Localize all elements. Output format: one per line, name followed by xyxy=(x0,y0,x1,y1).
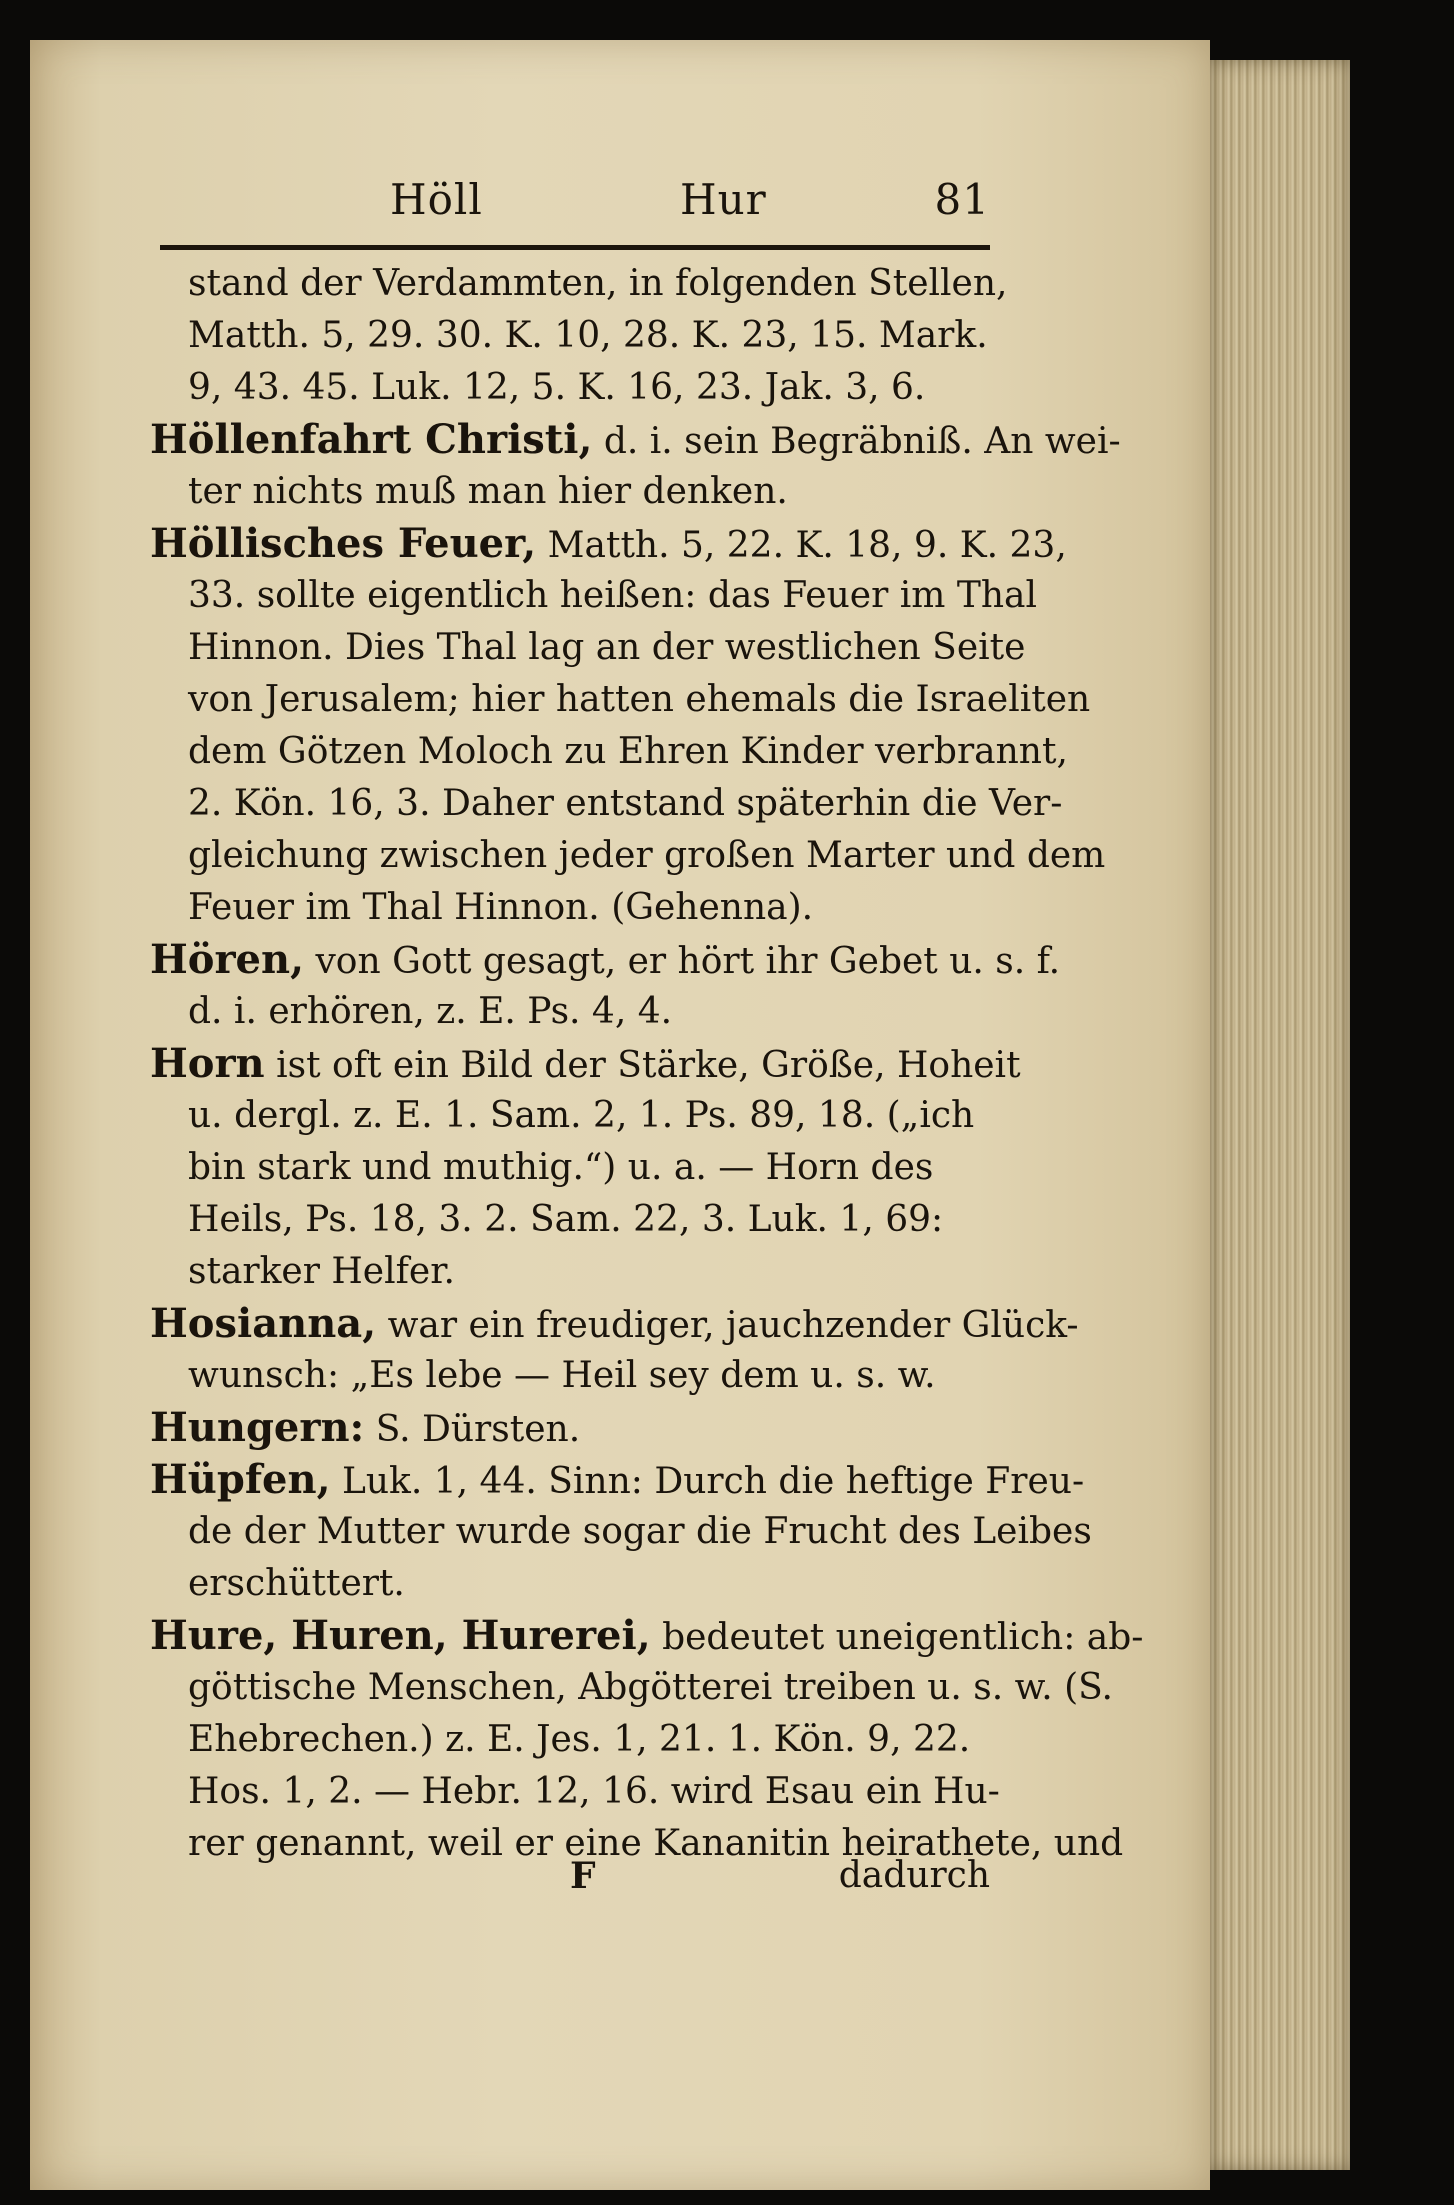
text-line xyxy=(150,310,1000,362)
text-line xyxy=(150,934,1061,986)
entry-text: 33. sollte eigentlich heißen: das Feuer im Thal xyxy=(188,575,1037,616)
entry-headword: Hungern: xyxy=(150,1404,365,1451)
catchword: dadurch xyxy=(838,1855,990,1896)
text-line xyxy=(150,1038,1021,1090)
text-line xyxy=(150,1558,1000,1610)
text-line xyxy=(150,1506,1092,1558)
text-line xyxy=(150,258,1008,310)
text-line xyxy=(150,622,1026,674)
signature-mark: F xyxy=(570,1855,596,1897)
entry-text: rer genannt, weil er eine Kananitin heirathete, und xyxy=(188,1823,1124,1864)
entry-headword: Höllenfahrt Christi, xyxy=(150,416,593,463)
entry-text: war ein freudiger, jauchzender Glück- xyxy=(376,1305,1079,1346)
entry-text: von Gott gesagt, er hört ihr Gebet u. s. f. xyxy=(304,941,1061,982)
text-line xyxy=(150,1142,1000,1194)
entry-text: Matth. 5, 29. 30. K. 10, 28. K. 23, 15. Mark. xyxy=(188,315,988,356)
entry-text: 2. Kön. 16, 3. Daher entstand späterhin die Ver- xyxy=(188,783,1063,824)
text-line xyxy=(150,1246,1000,1298)
text-line xyxy=(150,1454,1085,1506)
text-line xyxy=(150,674,1091,726)
entry-text: erschüttert. xyxy=(188,1563,405,1604)
text-line xyxy=(150,518,1067,570)
text-line xyxy=(150,986,1000,1038)
header-right-guideword: Hur xyxy=(680,175,767,224)
entry-text: 9, 43. 45. Luk. 12, 5. K. 16, 23. Jak. 3, 6. xyxy=(188,367,926,408)
entry-text: Hinnon. Dies Thal lag an der westlichen Seite xyxy=(188,627,1026,668)
entry-text: Hos. 1, 2. — Hebr. 12, 16. wird Esau ein Hu- xyxy=(188,1771,1000,1812)
entry-headword: Hören, xyxy=(150,936,305,983)
entry-text: bedeutet uneigentlich: ab- xyxy=(650,1617,1144,1658)
entry-headword: Hure, Huren, Hurerei, xyxy=(150,1612,651,1659)
entry-text: wunsch: „Es lebe — Heil sey dem u. s. w. xyxy=(188,1355,936,1396)
text-line xyxy=(150,1610,1144,1662)
text-line xyxy=(150,882,1000,934)
entry-text: göttische Menschen, Abgötterei treiben u. s. w. (S. xyxy=(188,1667,1113,1708)
entry-text: S. Dürsten. xyxy=(364,1409,581,1450)
header-rule xyxy=(160,245,990,250)
entry-headword: Hosianna, xyxy=(150,1300,377,1347)
entry-headword: Hüpfen, xyxy=(150,1456,331,1503)
text-line xyxy=(150,830,1106,882)
entry-text: dem Götzen Moloch zu Ehren Kinder verbrannt, xyxy=(188,731,1068,772)
page-footer xyxy=(150,1855,1000,1907)
entry-text: bin stark und muthig.“) u. a. — Horn des xyxy=(188,1147,934,1188)
text-line xyxy=(150,778,1063,830)
text-line xyxy=(150,1662,1113,1714)
entry-text: von Jerusalem; hier hatten ehemals die Israeliten xyxy=(188,679,1091,720)
entry-text: gleichung zwischen jeder großen Marter und dem xyxy=(188,835,1106,876)
entry-text: Matth. 5, 22. K. 18, 9. K. 23, xyxy=(536,525,1067,566)
entry-text: Feuer im Thal Hinnon. (Gehenna). xyxy=(188,887,814,928)
header-left-guideword: Höll xyxy=(390,175,483,224)
entry-headword: Horn xyxy=(150,1040,265,1087)
entry-text: d. i. sein Begräbniß. An wei- xyxy=(592,421,1121,462)
text-line xyxy=(150,1350,1000,1402)
text-line xyxy=(150,1766,1000,1818)
entry-text: ist oft ein Bild der Stärke, Größe, Hoheit xyxy=(264,1045,1021,1086)
entry-text: Ehebrechen.) z. E. Jes. 1, 21. 1. Kön. 9, 22. xyxy=(188,1719,971,1760)
text-line xyxy=(150,1298,1079,1350)
text-line xyxy=(150,1194,1000,1246)
text-line xyxy=(150,1090,1000,1142)
entry-headword: Höllisches Feuer, xyxy=(150,520,537,567)
page-number: 81 xyxy=(934,175,990,224)
entry-text: Luk. 1, 44. Sinn: Durch die heftige Freu- xyxy=(330,1461,1085,1502)
page-edges xyxy=(1210,60,1350,2170)
entry-text: de der Mutter wurde sogar die Frucht des Leibes xyxy=(188,1511,1092,1552)
text-line xyxy=(150,570,1037,622)
text-line xyxy=(150,726,1068,778)
text-line xyxy=(150,1714,1000,1766)
text-line xyxy=(150,466,1000,518)
text-line xyxy=(150,414,1121,466)
entry-text: u. dergl. z. E. 1. Sam. 2, 1. Ps. 89, 18. („ich xyxy=(188,1095,975,1136)
entry-text: d. i. erhören, z. E. Ps. 4, 4. xyxy=(188,991,673,1032)
entry-text: Heils, Ps. 18, 3. 2. Sam. 22, 3. Luk. 1, 69: xyxy=(188,1199,944,1240)
text-line xyxy=(150,362,1000,414)
dictionary-text xyxy=(150,258,1144,1870)
entry-text: stand der Verdammten, in folgenden Stellen, xyxy=(188,263,1008,304)
text-line xyxy=(150,1402,1000,1454)
entry-text: ter nichts muß man hier denken. xyxy=(188,471,788,512)
entry-text: starker Helfer. xyxy=(188,1251,455,1292)
running-header xyxy=(180,175,990,235)
